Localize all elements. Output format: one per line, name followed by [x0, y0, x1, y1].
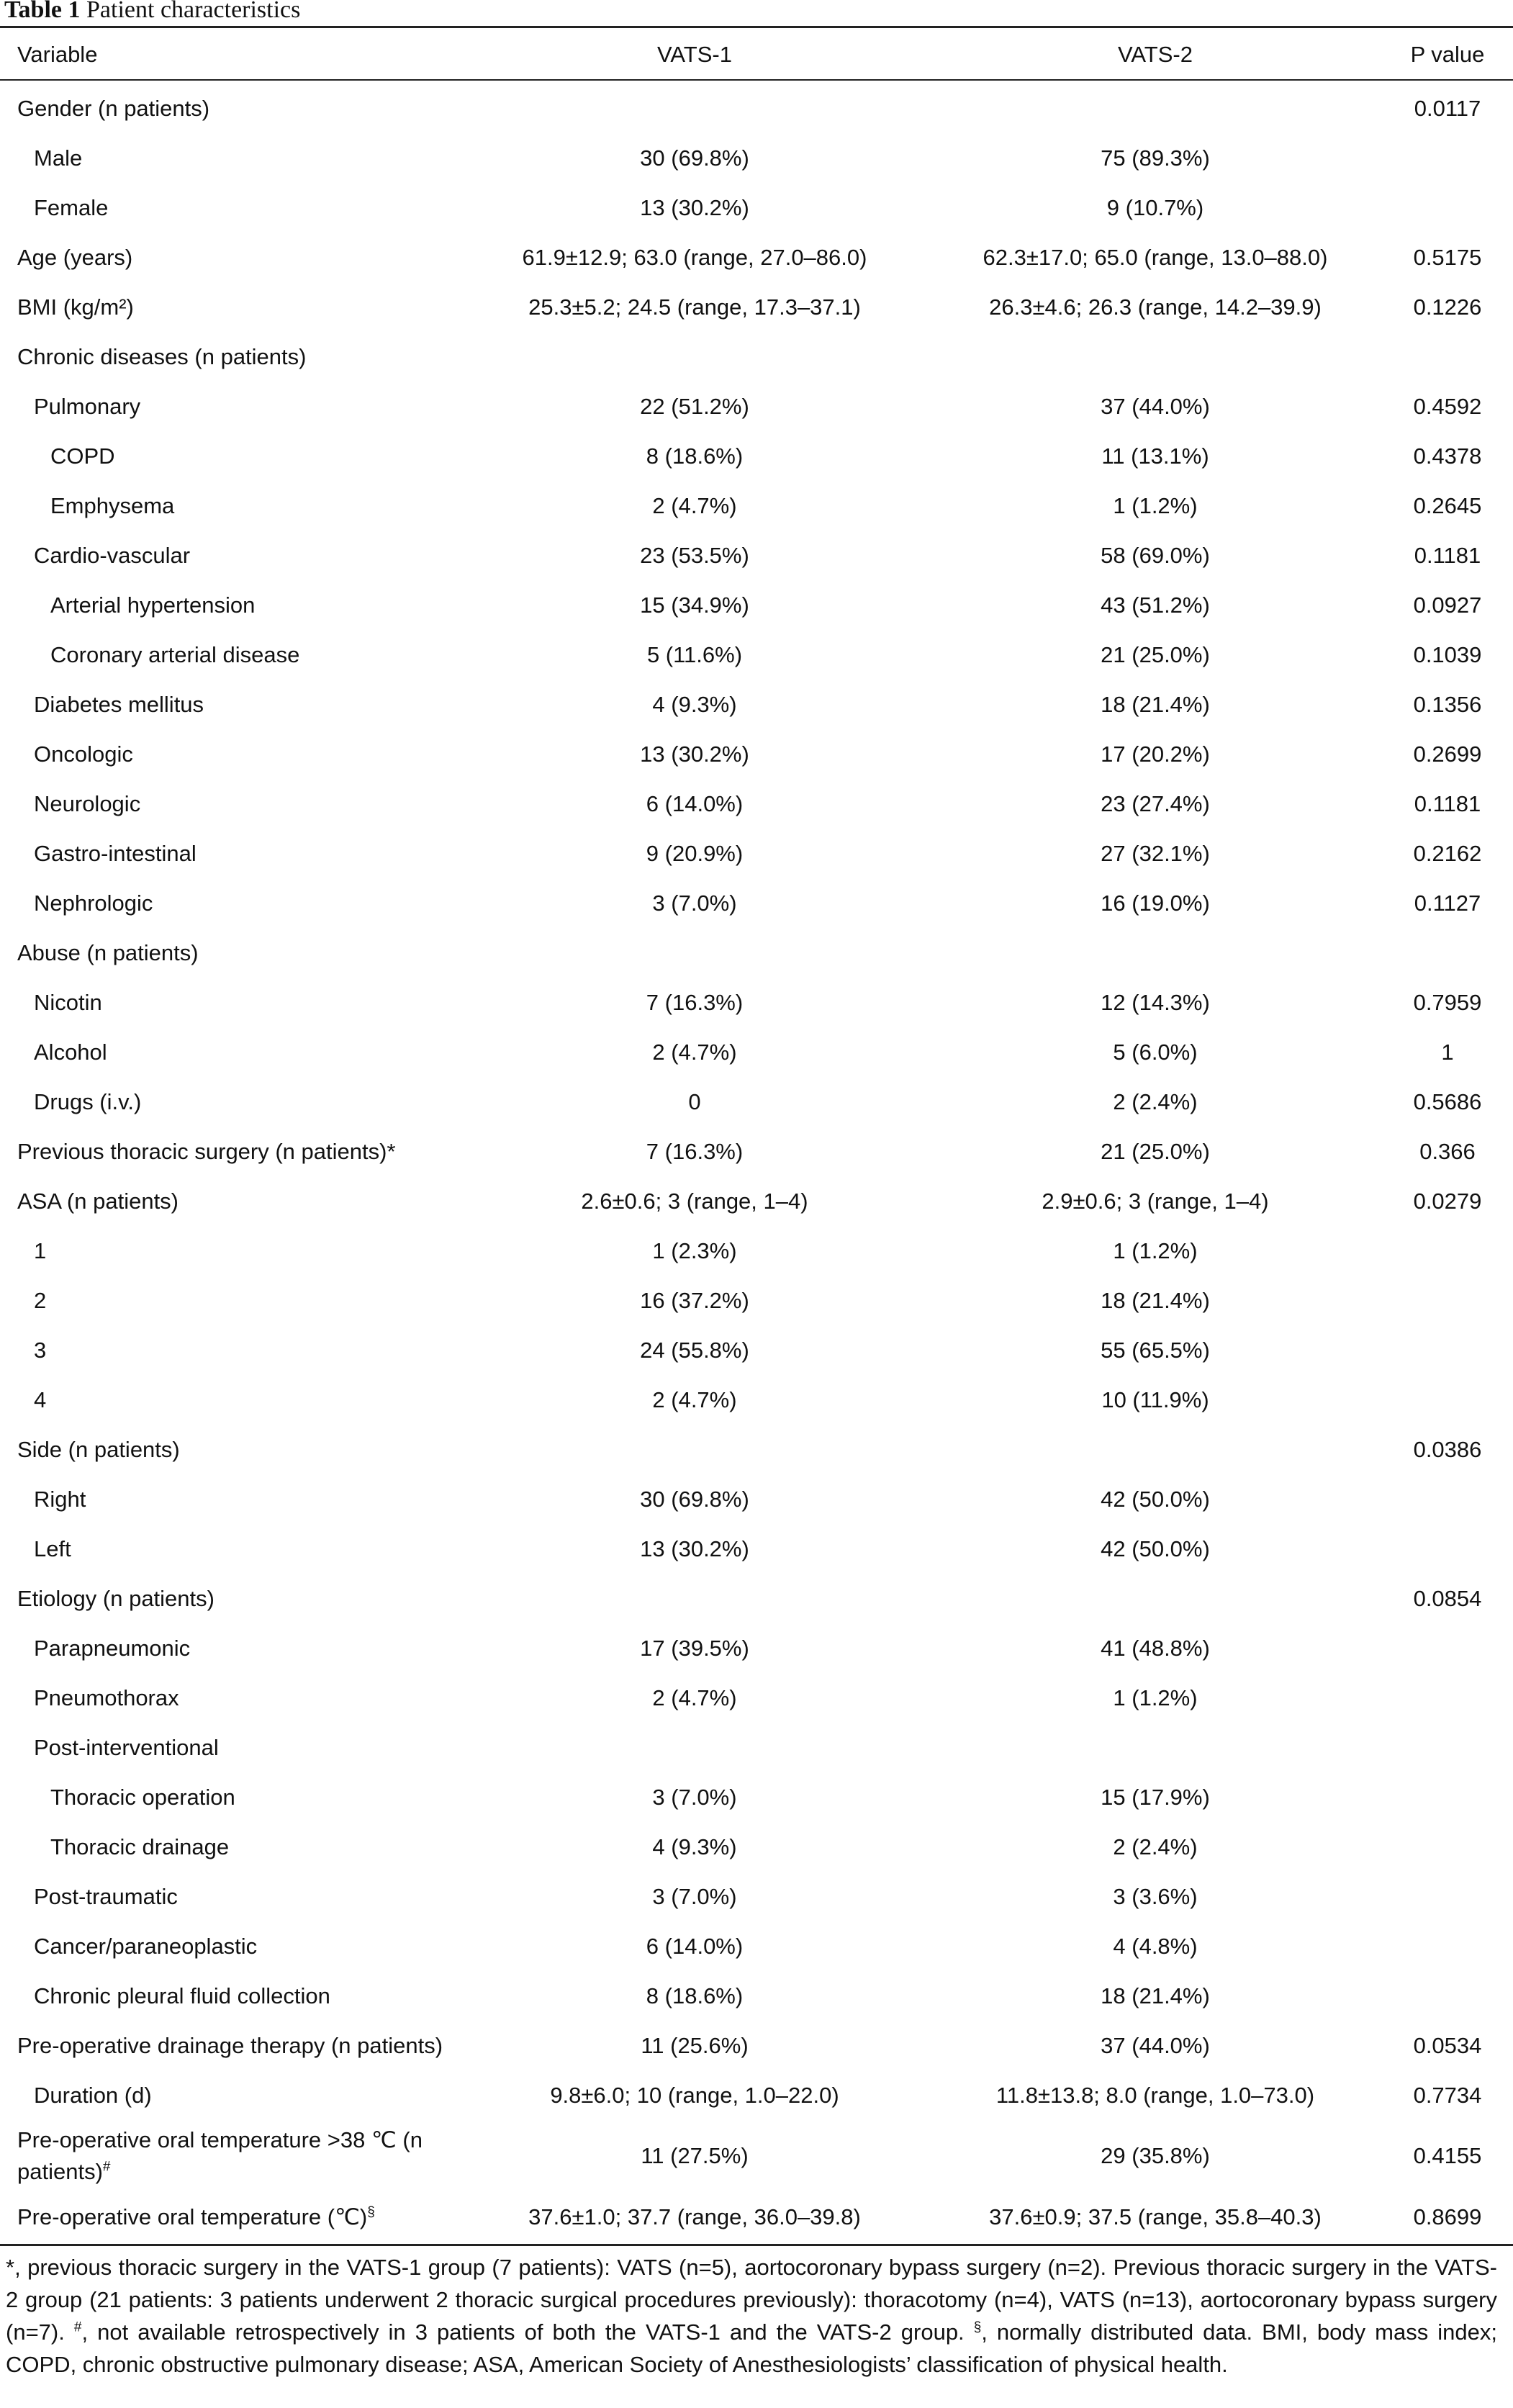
table-row — [0, 2120, 1513, 2192]
cell-vats2 — [929, 1574, 1382, 1623]
cell-vats2: 9 (10.7%) — [1106, 194, 1204, 220]
variable-label: Left — [34, 1536, 71, 1561]
cell-p-value: 0.0279 — [1413, 1188, 1482, 1214]
table-row — [0, 282, 1513, 332]
cell-vats1: 3 (7.0%) — [652, 1883, 737, 1909]
cell-vats2: 42 (50.0%) — [1101, 1486, 1210, 1512]
cell-p-value: 0.8699 — [1413, 2204, 1482, 2229]
variable-label: ASA (n patients) — [17, 1188, 179, 1214]
variable-label: Post-interventional — [34, 1734, 219, 1760]
cell-p-value: 0.5175 — [1413, 244, 1482, 270]
patient-characteristics-table — [0, 30, 1513, 2242]
cell-p-value — [1382, 1474, 1513, 1524]
cell-vats1: 13 (30.2%) — [640, 194, 749, 220]
variable-label: Emphysema — [50, 492, 175, 518]
cell-vats1: 9.8±6.0; 10 (range, 1.0–22.0) — [550, 2082, 839, 2108]
variable-label: Post-traumatic — [34, 1883, 178, 1909]
table-row — [0, 183, 1513, 233]
cell-variable — [0, 332, 461, 382]
table-row — [0, 829, 1513, 878]
cell-vats1: 17 (39.5%) — [640, 1635, 749, 1661]
cell-p-value: 0.0854 — [1413, 1585, 1482, 1611]
cell-variable — [0, 1673, 461, 1723]
variable-label: Previous thoracic surgery (n patients)* — [17, 1138, 396, 1164]
variable-label: Pneumothorax — [34, 1685, 179, 1710]
cell-p-value: 0.1226 — [1413, 294, 1482, 320]
variable-label: BMI (kg/m²) — [17, 294, 134, 320]
cell-p-value: 0.1181 — [1414, 790, 1481, 816]
footnote-marker: # — [102, 2159, 111, 2175]
table-row — [0, 1872, 1513, 1921]
cell-p-value: 0.2645 — [1413, 492, 1482, 518]
cell-vats2: 23 (27.4%) — [1101, 790, 1210, 816]
cell-p-value — [1382, 1325, 1513, 1375]
cell-vats2: 43 (51.2%) — [1101, 592, 1210, 618]
variable-label: Pre-operative oral temperature >38 ℃ (n patients) — [17, 2127, 423, 2184]
table-row — [0, 580, 1513, 630]
cell-p-value: 0.7959 — [1413, 989, 1482, 1015]
cell-vats2: 37.6±0.9; 37.5 (range, 35.8–40.3) — [989, 2204, 1322, 2229]
cell-p-value: 0.0927 — [1413, 592, 1482, 618]
cell-vats2: 41 (48.8%) — [1101, 1635, 1210, 1661]
cell-variable — [0, 1723, 461, 1772]
cell-vats1: 25.3±5.2; 24.5 (range, 17.3–37.1) — [528, 294, 861, 320]
variable-label: Gender (n patients) — [17, 95, 210, 121]
cell-vats1 — [461, 1574, 929, 1623]
cell-vats1 — [461, 1425, 929, 1474]
cell-vats2: 37 (44.0%) — [1101, 2032, 1210, 2058]
variable-label: Cancer/paraneoplastic — [34, 1933, 258, 1959]
cell-variable — [0, 282, 461, 332]
cell-p-value — [1382, 1623, 1513, 1673]
cell-p-value — [1382, 1921, 1513, 1971]
variable-label: Oncologic — [34, 741, 133, 767]
cell-p-value — [1382, 1524, 1513, 1574]
cell-variable — [0, 1127, 461, 1176]
variable-label: Thoracic operation — [50, 1784, 235, 1810]
variable-label: Duration (d) — [34, 2082, 152, 2108]
cell-vats2: 2 (2.4%) — [1113, 1088, 1198, 1114]
table-row — [0, 1524, 1513, 1574]
cell-vats1: 3 (7.0%) — [652, 890, 737, 916]
cell-vats2 — [929, 79, 1382, 133]
cell-vats1: 11 (27.5%) — [641, 2143, 749, 2168]
table-row — [0, 1077, 1513, 1127]
table-title: Patient characteristics — [86, 0, 301, 22]
cell-variable — [0, 1872, 461, 1921]
table-row — [0, 1921, 1513, 1971]
variable-label: Nicotin — [34, 989, 102, 1015]
cell-p-value: 0.0386 — [1413, 1436, 1482, 1462]
cell-variable — [0, 1524, 461, 1574]
cell-vats1: 6 (14.0%) — [646, 1933, 744, 1959]
table-row — [0, 1226, 1513, 1276]
table-row — [0, 382, 1513, 431]
variable-label: Male — [34, 145, 83, 171]
cell-p-value — [1382, 1673, 1513, 1723]
cell-vats2: 21 (25.0%) — [1101, 1138, 1210, 1164]
cell-variable — [0, 2120, 461, 2192]
table-row — [0, 978, 1513, 1027]
cell-variable — [0, 2070, 461, 2120]
cell-variable — [0, 1822, 461, 1872]
cell-vats1: 3 (7.0%) — [652, 1784, 737, 1810]
cell-variable — [0, 2192, 461, 2242]
cell-vats1 — [461, 79, 929, 133]
cell-vats2: 37 (44.0%) — [1101, 393, 1210, 419]
table-row — [0, 1673, 1513, 1723]
cell-vats2: 16 (19.0%) — [1101, 890, 1210, 916]
cell-variable — [0, 580, 461, 630]
cell-vats1: 2.6±0.6; 3 (range, 1–4) — [581, 1188, 808, 1214]
cell-vats1: 16 (37.2%) — [640, 1287, 749, 1313]
cell-p-value: 0.4155 — [1413, 2143, 1482, 2168]
table-row — [0, 133, 1513, 183]
cell-vats2: 2 (2.4%) — [1113, 1834, 1198, 1859]
variable-label: Side (n patients) — [17, 1436, 180, 1462]
cell-variable — [0, 183, 461, 233]
cell-vats1: 23 (53.5%) — [640, 542, 749, 568]
cell-variable — [0, 1276, 461, 1325]
cell-vats1: 8 (18.6%) — [646, 1983, 744, 2008]
table-row — [0, 2070, 1513, 2120]
table-row — [0, 1127, 1513, 1176]
table-row — [0, 1971, 1513, 2021]
column-header-p-value: P value — [1410, 41, 1485, 67]
cell-p-value — [1382, 1226, 1513, 1276]
cell-p-value — [1382, 1276, 1513, 1325]
cell-vats1: 8 (18.6%) — [646, 443, 744, 469]
cell-vats1: 11 (25.6%) — [641, 2032, 749, 2058]
cell-vats2: 2.9±0.6; 3 (range, 1–4) — [1042, 1188, 1269, 1214]
cell-vats1: 13 (30.2%) — [640, 741, 749, 767]
variable-label: Etiology (n patients) — [17, 1585, 214, 1611]
cell-variable — [0, 680, 461, 729]
variable-label: 2 — [34, 1287, 47, 1313]
cell-variable — [0, 1027, 461, 1077]
cell-vats2: 4 (4.8%) — [1113, 1933, 1198, 1959]
cell-p-value: 0.366 — [1419, 1138, 1476, 1164]
cell-p-value — [1382, 183, 1513, 233]
variable-label: Drugs (i.v.) — [34, 1088, 142, 1114]
table-row — [0, 1723, 1513, 1772]
cell-variable — [0, 1325, 461, 1375]
cell-vats2: 12 (14.3%) — [1101, 989, 1210, 1015]
cell-vats1: 2 (4.7%) — [652, 1386, 737, 1412]
cell-p-value — [1382, 332, 1513, 382]
cell-vats2: 58 (69.0%) — [1101, 542, 1210, 568]
cell-vats1: 7 (16.3%) — [646, 989, 744, 1015]
variable-label: Abuse (n patients) — [17, 939, 199, 965]
column-header-vats1: VATS-1 — [657, 41, 732, 67]
cell-vats1: 61.9±12.9; 63.0 (range, 27.0–86.0) — [522, 244, 867, 270]
table-row — [0, 332, 1513, 382]
cell-vats2: 11 (13.1%) — [1101, 443, 1209, 469]
cell-p-value: 0.2699 — [1413, 741, 1482, 767]
cell-vats2 — [929, 1723, 1382, 1772]
cell-vats1 — [461, 1723, 929, 1772]
cell-p-value: 0.7734 — [1413, 2082, 1482, 2108]
cell-vats2: 18 (21.4%) — [1101, 1287, 1210, 1313]
cell-vats1: 1 (2.3%) — [652, 1237, 737, 1263]
table-row — [0, 481, 1513, 531]
footnote-mark-section: § — [973, 2319, 982, 2335]
cell-p-value: 0.0534 — [1413, 2032, 1482, 2058]
table-row — [0, 431, 1513, 481]
table-row — [0, 79, 1513, 133]
cell-p-value — [1382, 1822, 1513, 1872]
table-row — [0, 1474, 1513, 1524]
table-row — [0, 1822, 1513, 1872]
table-row — [0, 233, 1513, 282]
cell-vats2: 1 (1.2%) — [1113, 1685, 1198, 1710]
cell-p-value: 0.1039 — [1413, 641, 1482, 667]
cell-p-value: 0.1127 — [1414, 890, 1481, 916]
cell-vats1: 7 (16.3%) — [646, 1138, 744, 1164]
variable-label: Cardio-vascular — [34, 542, 191, 568]
cell-p-value — [1382, 1772, 1513, 1822]
column-header-vats2: VATS-2 — [1118, 41, 1193, 67]
cell-vats1: 5 (11.6%) — [646, 641, 743, 667]
cell-vats2: 1 (1.2%) — [1113, 492, 1198, 518]
table-row — [0, 1027, 1513, 1077]
cell-p-value — [1382, 1375, 1513, 1425]
table-number: Table 1 — [4, 0, 81, 22]
cell-variable — [0, 1425, 461, 1474]
cell-variable — [0, 481, 461, 531]
cell-vats2: 18 (21.4%) — [1101, 1983, 1210, 2008]
cell-variable — [0, 233, 461, 282]
cell-variable — [0, 1623, 461, 1673]
table-row — [0, 1176, 1513, 1226]
footnote-mark-hash: # — [73, 2319, 82, 2335]
cell-variable — [0, 531, 461, 580]
table-row — [0, 1772, 1513, 1822]
variable-label: Neurologic — [34, 790, 141, 816]
table-row — [0, 928, 1513, 978]
cell-vats2: 27 (32.1%) — [1101, 840, 1210, 866]
cell-vats1: 2 (4.7%) — [652, 1685, 737, 1710]
table-row — [0, 779, 1513, 829]
variable-label: Parapneumonic — [34, 1635, 191, 1661]
cell-vats2 — [929, 332, 1382, 382]
table-row — [0, 2021, 1513, 2070]
cell-vats2 — [929, 1425, 1382, 1474]
cell-variable — [0, 928, 461, 978]
cell-vats2: 26.3±4.6; 26.3 (range, 14.2–39.9) — [989, 294, 1322, 320]
cell-variable — [0, 729, 461, 779]
table-row — [0, 630, 1513, 680]
variable-label: 3 — [34, 1337, 47, 1363]
cell-variable — [0, 978, 461, 1027]
cell-variable — [0, 1921, 461, 1971]
table-footnote — [6, 2251, 1497, 2381]
cell-vats2: 15 (17.9%) — [1101, 1784, 1210, 1810]
cell-variable — [0, 1226, 461, 1276]
cell-vats2: 5 (6.0%) — [1113, 1039, 1198, 1065]
variable-label: Chronic diseases (n patients) — [17, 343, 307, 369]
table-row — [0, 878, 1513, 928]
cell-vats1: 22 (51.2%) — [640, 393, 749, 419]
table-caption — [4, 0, 1501, 22]
variable-label: Diabetes mellitus — [34, 691, 204, 717]
cell-vats1: 30 (69.8%) — [640, 1486, 749, 1512]
table-row — [0, 1574, 1513, 1623]
variable-label: Pulmonary — [34, 393, 141, 419]
table-row — [0, 1623, 1513, 1673]
variable-label: Coronary arterial disease — [50, 641, 300, 667]
cell-variable — [0, 1574, 461, 1623]
cell-vats1: 4 (9.3%) — [652, 1834, 737, 1859]
variable-label: Pre-operative oral temperature (℃) — [17, 2204, 368, 2229]
bottom-rule — [0, 2244, 1513, 2246]
cell-vats1: 6 (14.0%) — [646, 790, 744, 816]
cell-vats2: 10 (11.9%) — [1101, 1386, 1209, 1412]
cell-p-value — [1382, 1872, 1513, 1921]
cell-vats2: 62.3±17.0; 65.0 (range, 13.0–88.0) — [983, 244, 1328, 270]
cell-vats1: 30 (69.8%) — [640, 145, 749, 171]
cell-p-value: 0.4592 — [1413, 393, 1482, 419]
table-row — [0, 1276, 1513, 1325]
cell-variable — [0, 133, 461, 183]
table-row — [0, 1325, 1513, 1375]
variable-label: Arterial hypertension — [50, 592, 256, 618]
table-body — [0, 79, 1513, 2242]
variable-label: 1 — [34, 1237, 47, 1263]
cell-p-value: 0.5686 — [1413, 1088, 1482, 1114]
variable-label: Gastro-intestinal — [34, 840, 197, 866]
variable-label: Pre-operative drainage therapy (n patients) — [17, 2032, 443, 2058]
variable-label: Female — [34, 194, 109, 220]
cell-variable — [0, 79, 461, 133]
cell-p-value: 1 — [1441, 1039, 1454, 1065]
cell-vats1 — [461, 928, 929, 978]
cell-p-value: 0.1181 — [1414, 542, 1481, 568]
cell-vats2: 18 (21.4%) — [1101, 691, 1210, 717]
cell-p-value: 0.1356 — [1413, 691, 1482, 717]
cell-vats2: 21 (25.0%) — [1101, 641, 1210, 667]
cell-p-value — [1382, 1723, 1513, 1772]
variable-label: Right — [34, 1486, 86, 1512]
variable-label: Thoracic drainage — [50, 1834, 230, 1859]
cell-vats1: 0 — [688, 1088, 701, 1114]
variable-label: COPD — [50, 443, 115, 469]
table-row — [0, 729, 1513, 779]
cell-vats1: 2 (4.7%) — [652, 1039, 737, 1065]
variable-label: Age (years) — [17, 244, 133, 270]
table-row — [0, 531, 1513, 580]
cell-variable — [0, 1375, 461, 1425]
table-row — [0, 2192, 1513, 2242]
cell-p-value — [1382, 1971, 1513, 2021]
cell-vats2 — [929, 928, 1382, 978]
top-rule — [0, 26, 1513, 28]
variable-label: Nephrologic — [34, 890, 153, 916]
variable-label: Alcohol — [34, 1039, 107, 1065]
cell-vats2: 3 (3.6%) — [1113, 1883, 1198, 1909]
cell-p-value — [1382, 928, 1513, 978]
cell-vats2: 29 (35.8%) — [1101, 2143, 1210, 2168]
cell-variable — [0, 779, 461, 829]
footnote-text-1: *, previous thoracic surgery in the VATS-1 group (7 patients): VATS (n=5), aortocoronary bypass surgery (n=2). Previous thoracic surgery in the VATS-2 group (21 patients: 3 patients underwent 2 thoracic surgical procedures previously): thoracotomy (n=4), VATS (n=13), aortocoronary bypass surgery (n=7). — [6, 2255, 1497, 2345]
table-row — [0, 1425, 1513, 1474]
cell-variable — [0, 1474, 461, 1524]
cell-vats2: 42 (50.0%) — [1101, 1536, 1210, 1561]
column-header-variable: Variable — [17, 41, 98, 67]
cell-vats2: 11.8±13.8; 8.0 (range, 1.0–73.0) — [995, 2082, 1315, 2108]
cell-vats2: 75 (89.3%) — [1101, 145, 1210, 171]
cell-variable — [0, 431, 461, 481]
cell-vats1: 2 (4.7%) — [652, 492, 737, 518]
cell-vats2: 17 (20.2%) — [1101, 741, 1210, 767]
footnote-marker: § — [367, 2204, 375, 2220]
header-row — [0, 30, 1513, 79]
cell-variable — [0, 1176, 461, 1226]
footnote-text-3: , normally distributed data. BMI, body mass index; COPD, chronic obstructive pulmonary disease; ASA, American Society of Anesthesiologists’ classification of physical health. — [6, 2319, 1497, 2377]
cell-vats1 — [461, 332, 929, 382]
cell-variable — [0, 878, 461, 928]
cell-vats1: 4 (9.3%) — [652, 691, 737, 717]
cell-variable — [0, 829, 461, 878]
cell-p-value: 0.2162 — [1413, 840, 1482, 866]
variable-label: Chronic pleural fluid collection — [34, 1983, 330, 2008]
cell-variable — [0, 382, 461, 431]
cell-vats1: 37.6±1.0; 37.7 (range, 36.0–39.8) — [528, 2204, 861, 2229]
table-row — [0, 1375, 1513, 1425]
cell-vats1: 24 (55.8%) — [640, 1337, 749, 1363]
cell-vats1: 15 (34.9%) — [640, 592, 749, 618]
cell-variable — [0, 2021, 461, 2070]
table-row — [0, 680, 1513, 729]
variable-label: 4 — [34, 1386, 47, 1412]
cell-variable — [0, 1772, 461, 1822]
cell-p-value: 0.0117 — [1414, 95, 1481, 121]
footnote-text-2: , not available retrospectively in 3 patients of both the VATS-1 and the VATS-2 group. — [81, 2319, 974, 2345]
cell-variable — [0, 1077, 461, 1127]
cell-vats1: 13 (30.2%) — [640, 1536, 749, 1561]
cell-variable — [0, 1971, 461, 2021]
cell-vats2: 1 (1.2%) — [1113, 1237, 1198, 1263]
cell-variable — [0, 630, 461, 680]
cell-p-value: 0.4378 — [1413, 443, 1482, 469]
cell-p-value — [1382, 133, 1513, 183]
cell-vats2: 55 (65.5%) — [1101, 1337, 1210, 1363]
cell-vats1: 9 (20.9%) — [646, 840, 744, 866]
